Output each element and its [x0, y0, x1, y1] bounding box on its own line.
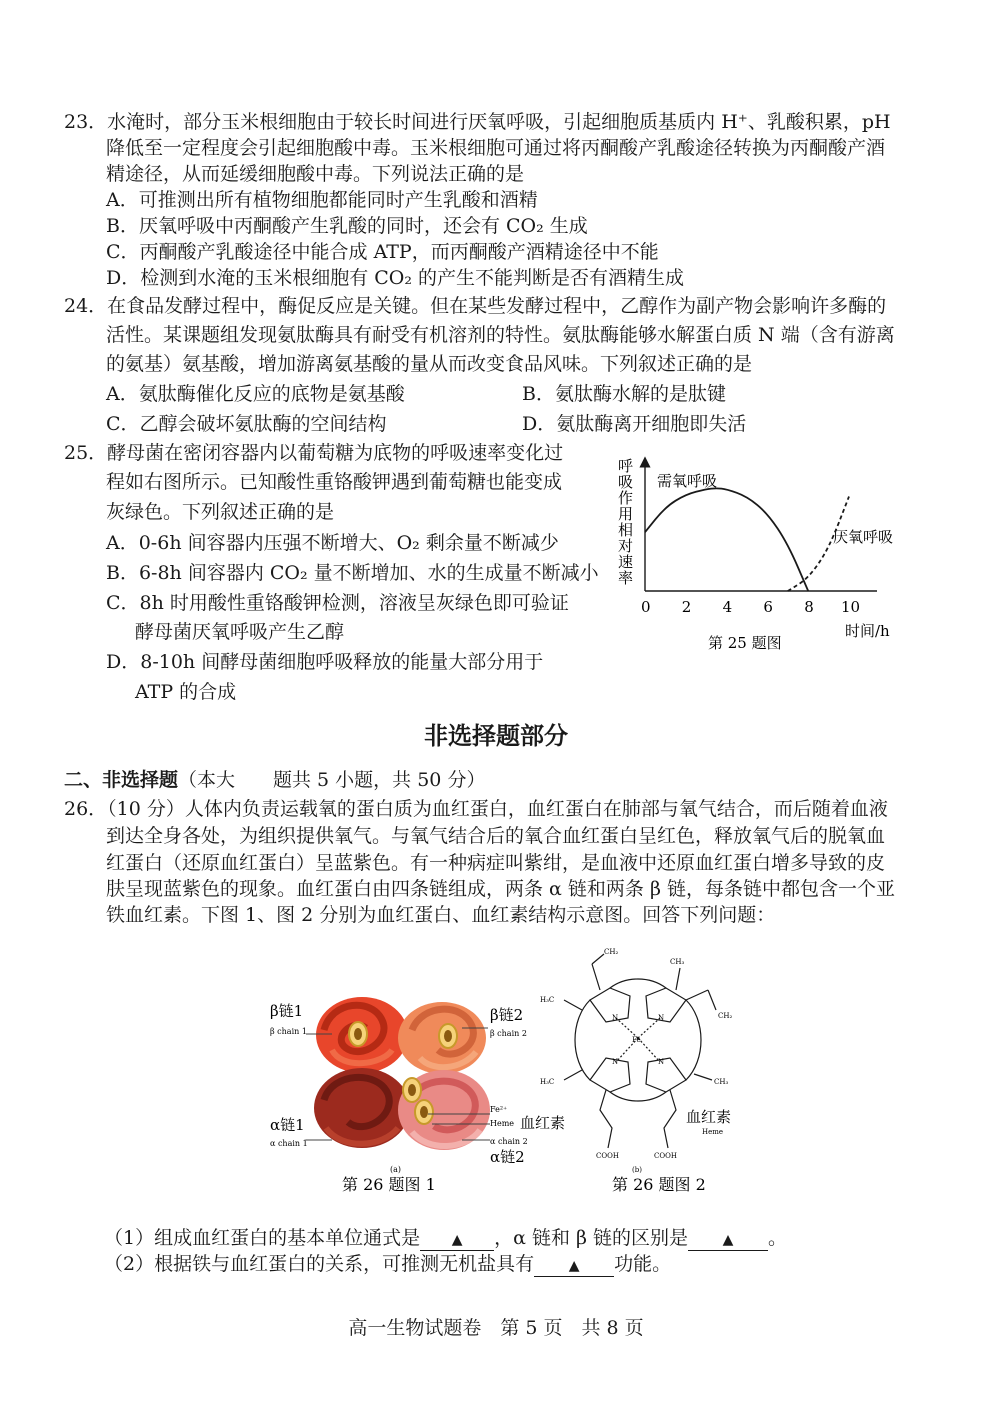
- heme-en-label: Heme: [490, 1119, 515, 1128]
- chart-x-tick-label: 6: [763, 598, 773, 616]
- fig2-sub-label: (b): [632, 1166, 642, 1174]
- q26-stem-line-5: 铁血红素。下图 1、图 2 分别为血红蛋白、血红素结构示意图。回答下列问题：: [106, 904, 776, 926]
- fig2-h3c-left: H₃C: [540, 996, 555, 1004]
- q24-stem-line-3: 的氨基）氨基酸，增加游离氨基酸的量从而改变食品风味。下列叙述正确的是: [106, 353, 753, 375]
- fig1-sub-label: (a): [390, 1165, 402, 1174]
- alpha1-chain-ribbon: [314, 1068, 410, 1148]
- beta1-en-label: β chain 1: [270, 1027, 307, 1036]
- q23-option-d: D．检测到水淹的玉米根细胞有 CO₂ 的产生不能判断是否有酒精生成: [106, 267, 685, 289]
- chart-x-axis-label: 时间/h: [845, 622, 890, 640]
- fig2-caption: 第 26 题图 2: [612, 1175, 706, 1194]
- q26-stem-line-3: 红蛋白（还原血红蛋白）呈蓝紫色。有一种病症叫紫绀，是血液中还原血红蛋白增多导致的皮: [106, 852, 886, 874]
- q24-option-d: D．氨肽酶离开细胞即失活: [522, 413, 747, 435]
- alpha1-en-label: α chain 1: [270, 1139, 308, 1148]
- q26-sub1-text-a: （1）组成血红蛋白的基本单位通式是: [104, 1227, 421, 1249]
- q26-sub2-blank[interactable]: ▲: [534, 1256, 614, 1277]
- q25-option-a: A．0-6h 间容器内压强不断增大、O₂ 剩余量不断减少: [106, 532, 559, 554]
- q24-stem-line-1: 24．在食品发酵过程中，酶促反应是关键。但在某些发酵过程中，乙醇作为副产物会影响许多酶的: [64, 295, 887, 317]
- q26-sub1: [104, 1226, 787, 1251]
- chart-tick-group: [641, 598, 860, 616]
- aerobic-label: 需氧呼吸: [657, 472, 718, 490]
- fig2-n4: N: [658, 1058, 665, 1066]
- chart-x-tick-label: 4: [722, 598, 733, 616]
- chart-x-tick-label: 10: [841, 598, 861, 616]
- q25-option-b: B．6-8h 间容器内 CO₂ 量不断增加、水的生成量不断减小: [106, 562, 599, 584]
- q25-option-d-cont: ATP 的合成: [135, 681, 237, 703]
- anaerobic-label: 厌氧呼吸: [833, 528, 894, 546]
- fig2-fe: Fe: [632, 1036, 641, 1044]
- q25-stem-line-2: 程如右图所示。已知酸性重铬酸钾遇到葡萄糖也能变成: [106, 471, 563, 493]
- q24-option-a: A．氨肽酶催化反应的底物是氨基酸: [106, 383, 405, 405]
- heme-structure-figure: [530, 940, 750, 1200]
- chart-series-group: [645, 488, 849, 591]
- fig2-heme-en: Heme: [702, 1128, 724, 1136]
- q23-option-b: B．厌氧呼吸中丙酮酸产生乳酸的同时，还会有 CO₂ 生成: [106, 215, 588, 237]
- q23-stem-line-3: 精途径，从而延缓细胞酸中毒。下列说法正确的是: [106, 163, 525, 185]
- section-heading-bold: 二、非选择题: [64, 769, 179, 791]
- chart-y-axis-label: 呼吸作用相对速率: [616, 458, 634, 586]
- alpha2-label: α链2: [490, 1148, 525, 1166]
- fig2-ch2-top: CH₂: [604, 948, 619, 956]
- beta1-label: β链1: [270, 1002, 304, 1020]
- alpha2-en-label: α chain 2: [490, 1137, 528, 1146]
- aerobic-curve: [645, 488, 808, 591]
- q26-sub2-text-b: 功能。: [614, 1253, 672, 1275]
- fig1-caption: 第 26 题图 1: [342, 1175, 436, 1194]
- section-title: 非选择题部分: [424, 721, 568, 750]
- heme-cn-label: 血红素: [520, 1114, 566, 1132]
- q25-option-c: C．8h 时用酸性重铬酸钾检测，溶液呈灰绿色即可验证: [106, 592, 569, 614]
- fig2-heme-cn: 血红素: [686, 1108, 732, 1126]
- q26-sub1-text-c: 。: [768, 1227, 788, 1249]
- beta2-label: β链2: [490, 1006, 524, 1024]
- q26-sub1-blank-2[interactable]: ▲: [688, 1230, 768, 1251]
- fig2-n1: N: [612, 1014, 619, 1022]
- fig2-ch3-top: CH₃: [670, 958, 685, 966]
- beta2-en-label: β chain 2: [490, 1029, 527, 1038]
- section-heading-rest: （本大 题共 5 小题，共 50 分）: [178, 769, 486, 791]
- q26-sub1-text-b: ，α 链和 β 链的区别是: [494, 1227, 689, 1249]
- q25-figure-caption: 第 25 题图: [708, 634, 782, 652]
- q25-stem-line-1: 25．酵母菌在密闭容器内以葡萄糖为底物的呼吸速率变化过: [64, 442, 564, 464]
- chart-x-tick-label: 2: [681, 598, 692, 616]
- q23-option-a: A．可推测出所有植物细胞都能同时产生乳酸和酒精: [106, 189, 538, 211]
- q26-sub1-blank-1[interactable]: ▲: [420, 1230, 494, 1251]
- q23-stem-line-2: 降低至一定程度会引起细胞酸中毒。玉米根细胞可通过将丙酮酸产乳酸途径转换为丙酮酸产酒: [106, 137, 886, 159]
- fig2-cooh1: COOH: [596, 1152, 619, 1160]
- q24-stem-line-2: 活性。某课题组发现氨肽酶具有耐受有机溶剂的特性。氨肽酶能够水解蛋白质 N 端（含有游离: [106, 324, 895, 346]
- q26-sub2: [104, 1252, 671, 1277]
- q24-option-c: C．乙醇会破坏氨肽酶的空间结构: [106, 413, 387, 435]
- fig2-ch2-right: CH₂: [718, 1012, 733, 1020]
- q24-option-b: B．氨肽酶水解的是肽键: [522, 383, 726, 405]
- q26-sub2-text-a: （2）根据铁与血红蛋白的关系，可推测无机盐具有: [104, 1253, 535, 1275]
- q23-option-c: C．丙酮酸产乳酸途径中能合成 ATP，而丙酮酸产酒精途径中不能: [106, 241, 659, 263]
- fig2-n2: N: [658, 1014, 665, 1022]
- q25-respiration-chart: [605, 448, 935, 660]
- q26-stem-line-4: 肤呈现蓝紫色的现象。血红蛋白由四条链组成，两条 α 链和两条 β 链，每条链中都包含一个亚: [106, 878, 895, 900]
- section-heading: [64, 768, 485, 792]
- alpha1-label: α链1: [270, 1116, 305, 1134]
- q25-option-d: D．8-10h 间酵母菌细胞呼吸释放的能量大部分用于: [106, 651, 544, 673]
- chart-x-tick-label: 8: [804, 598, 814, 616]
- page-footer: 高一生物试题卷 第 5 页 共 8 页: [348, 1317, 644, 1339]
- fe-label: Fe²⁺: [490, 1105, 508, 1114]
- q26-stem-line-1: 26．（10 分）人体内负责运载氧的蛋白质为血红蛋白，血红蛋白在肺部与氧气结合，而后随着血液: [64, 798, 888, 820]
- q25-option-c-cont: 酵母菌厌氧呼吸产生乙醇: [135, 621, 345, 643]
- fig2-cooh2: COOH: [654, 1152, 677, 1160]
- chart-x-tick-label: 0: [641, 598, 651, 616]
- fig2-n3: N: [612, 1058, 619, 1066]
- q23-stem-line-1: 23．水淹时，部分玉米根细胞由于较长时间进行厌氧呼吸，引起细胞质基质内 H⁺、乳酸积累，pH: [64, 111, 891, 133]
- fig2-h3c-left2: H₃C: [540, 1078, 555, 1086]
- q25-stem-line-3: 灰绿色。下列叙述正确的是: [106, 501, 335, 523]
- q26-stem-line-2: 到达全身各处，为组织提供氧气。与氧气结合后的氧合血红蛋白呈红色，释放氧气后的脱氧血: [106, 825, 886, 847]
- fig2-ch3-right: CH₃: [714, 1078, 729, 1086]
